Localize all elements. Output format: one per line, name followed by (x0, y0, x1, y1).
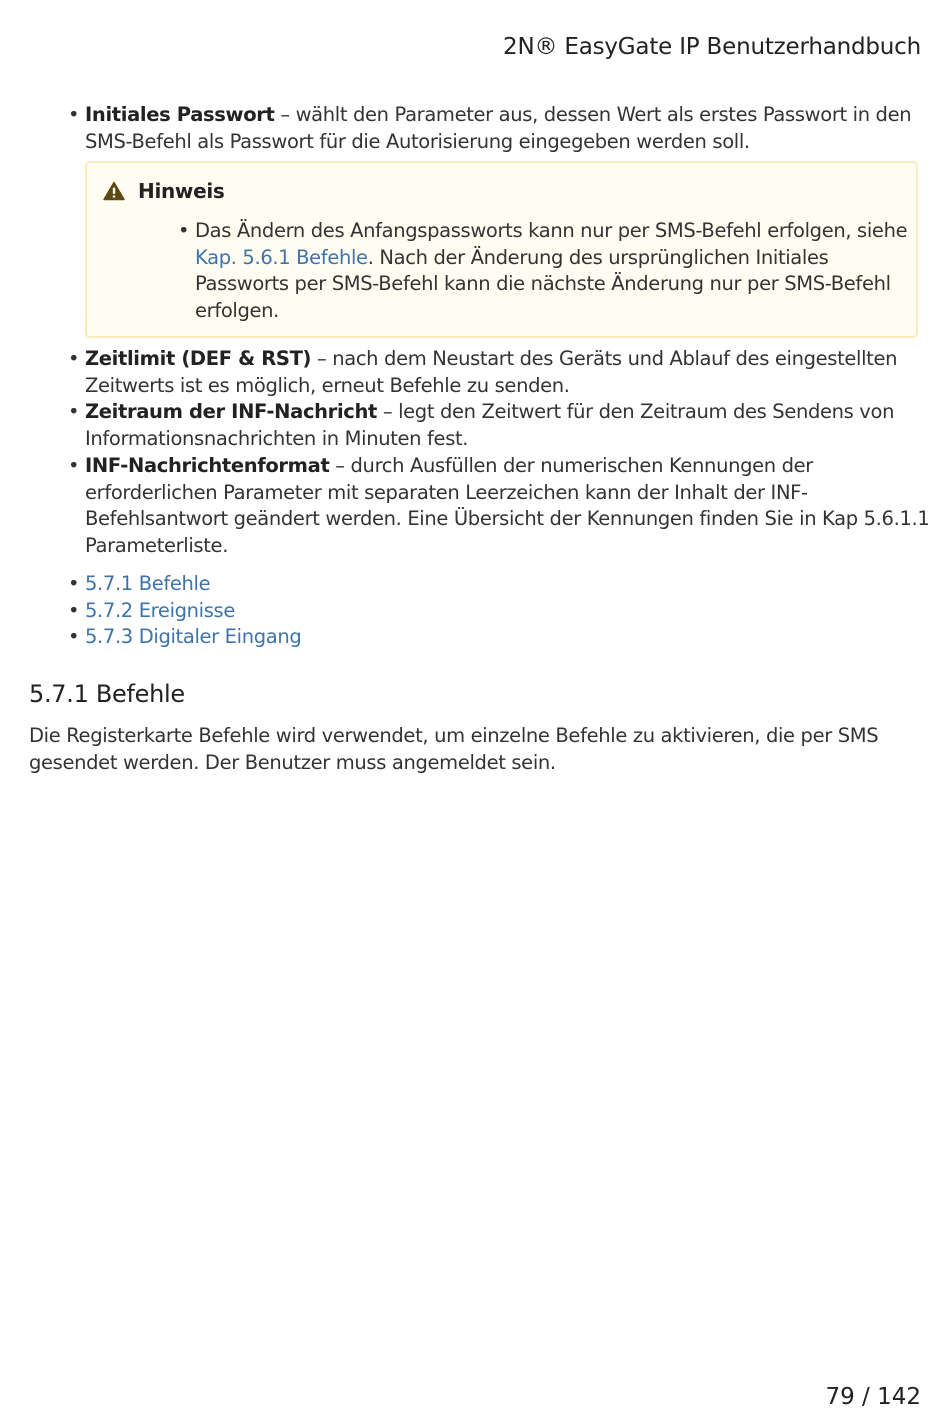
list-item-text: – legt den Zeitwert für den Zeitraum des Sendens von (377, 400, 895, 424)
parameter-list (85, 346, 930, 560)
parameter-list-intro (85, 102, 925, 155)
list-item (85, 399, 925, 452)
page-header-title: 2N® EasyGate IP Benutzerhandbuch (503, 34, 921, 60)
subsection-links (85, 571, 685, 651)
toc-link-befehle[interactable]: 5.7.1 Befehle (85, 572, 211, 595)
list-item-text: – wählt den Parameter aus, dessen Wert als erstes Passwort in den (274, 103, 912, 126)
toc-item (85, 624, 685, 651)
note-box (85, 161, 918, 338)
page-number: 79 / 142 (825, 1384, 921, 1410)
note-text: . Nach der Änderung des ursprünglichen Initiales (367, 245, 829, 269)
toc-item (85, 571, 685, 598)
note-text: Das Ändern des Anfangspassworts kann nur per SMS-Befehl erfolgen, siehe (195, 219, 908, 242)
list-item-term: Initiales Passwort (85, 103, 275, 126)
toc-link-ereignisse[interactable]: 5.7.2 Ereignisse (85, 598, 236, 622)
section-heading: 5.7.1 Befehle (29, 680, 185, 708)
list-item-text: Informationsnachrichten in Minuten fest. (85, 427, 469, 451)
list-item-term: Zeitraum der INF-Nachricht (85, 400, 377, 424)
warning-triangle-icon (103, 181, 125, 201)
list-item-text: SMS-Befehl als Passwort für die Autorisierung eingegeben werden soll. (85, 129, 750, 153)
section-text-line: Die Registerkarte Befehle wird verwendet, um einzelne Befehle zu aktivieren, die per SMS (29, 724, 879, 747)
section-paragraph (29, 723, 919, 776)
list-item (85, 453, 930, 560)
note-text: Passworts per SMS-Befehl kann die nächste Änderung nur per SMS-Befehl (195, 272, 891, 296)
list-item (85, 102, 925, 155)
note-text: erfolgen. (195, 299, 280, 323)
note-header (103, 179, 225, 203)
list-item-text: – durch Ausfüllen der numerischen Kennungen der (329, 453, 813, 477)
list-item-term: Zeitlimit (DEF & RST) (85, 347, 312, 370)
note-title: Hinweis (138, 179, 225, 203)
list-item-term: INF-Nachrichtenformat (85, 453, 330, 477)
list-item-text: erforderlichen Parameter mit separaten Leerzeichen kann der Inhalt der INF- (85, 480, 808, 504)
list-item-text: Zeitwerts ist es möglich, erneut Befehle zu senden. (85, 373, 570, 397)
list-item-text: Befehlsantwort geändert werden. Eine Übersicht der Kennungen finden Sie in Kap 5.6.1.1 (85, 507, 930, 531)
section-text-line: gesendet werden. Der Benutzer muss angemeldet sein. (29, 750, 556, 774)
list-item-text: Parameterliste. (85, 533, 229, 557)
note-body (195, 218, 908, 325)
toc-link-digitaler-eingang[interactable]: 5.7.3 Digitaler Eingang (85, 625, 302, 649)
note-item (195, 218, 908, 325)
note-link-kap-5-6-1[interactable]: Kap. 5.6.1 Befehle (195, 245, 368, 269)
list-item (85, 346, 925, 399)
list-item-text: – nach dem Neustart des Geräts und Ablauf des eingestellten (311, 347, 898, 370)
toc-item (85, 598, 685, 625)
